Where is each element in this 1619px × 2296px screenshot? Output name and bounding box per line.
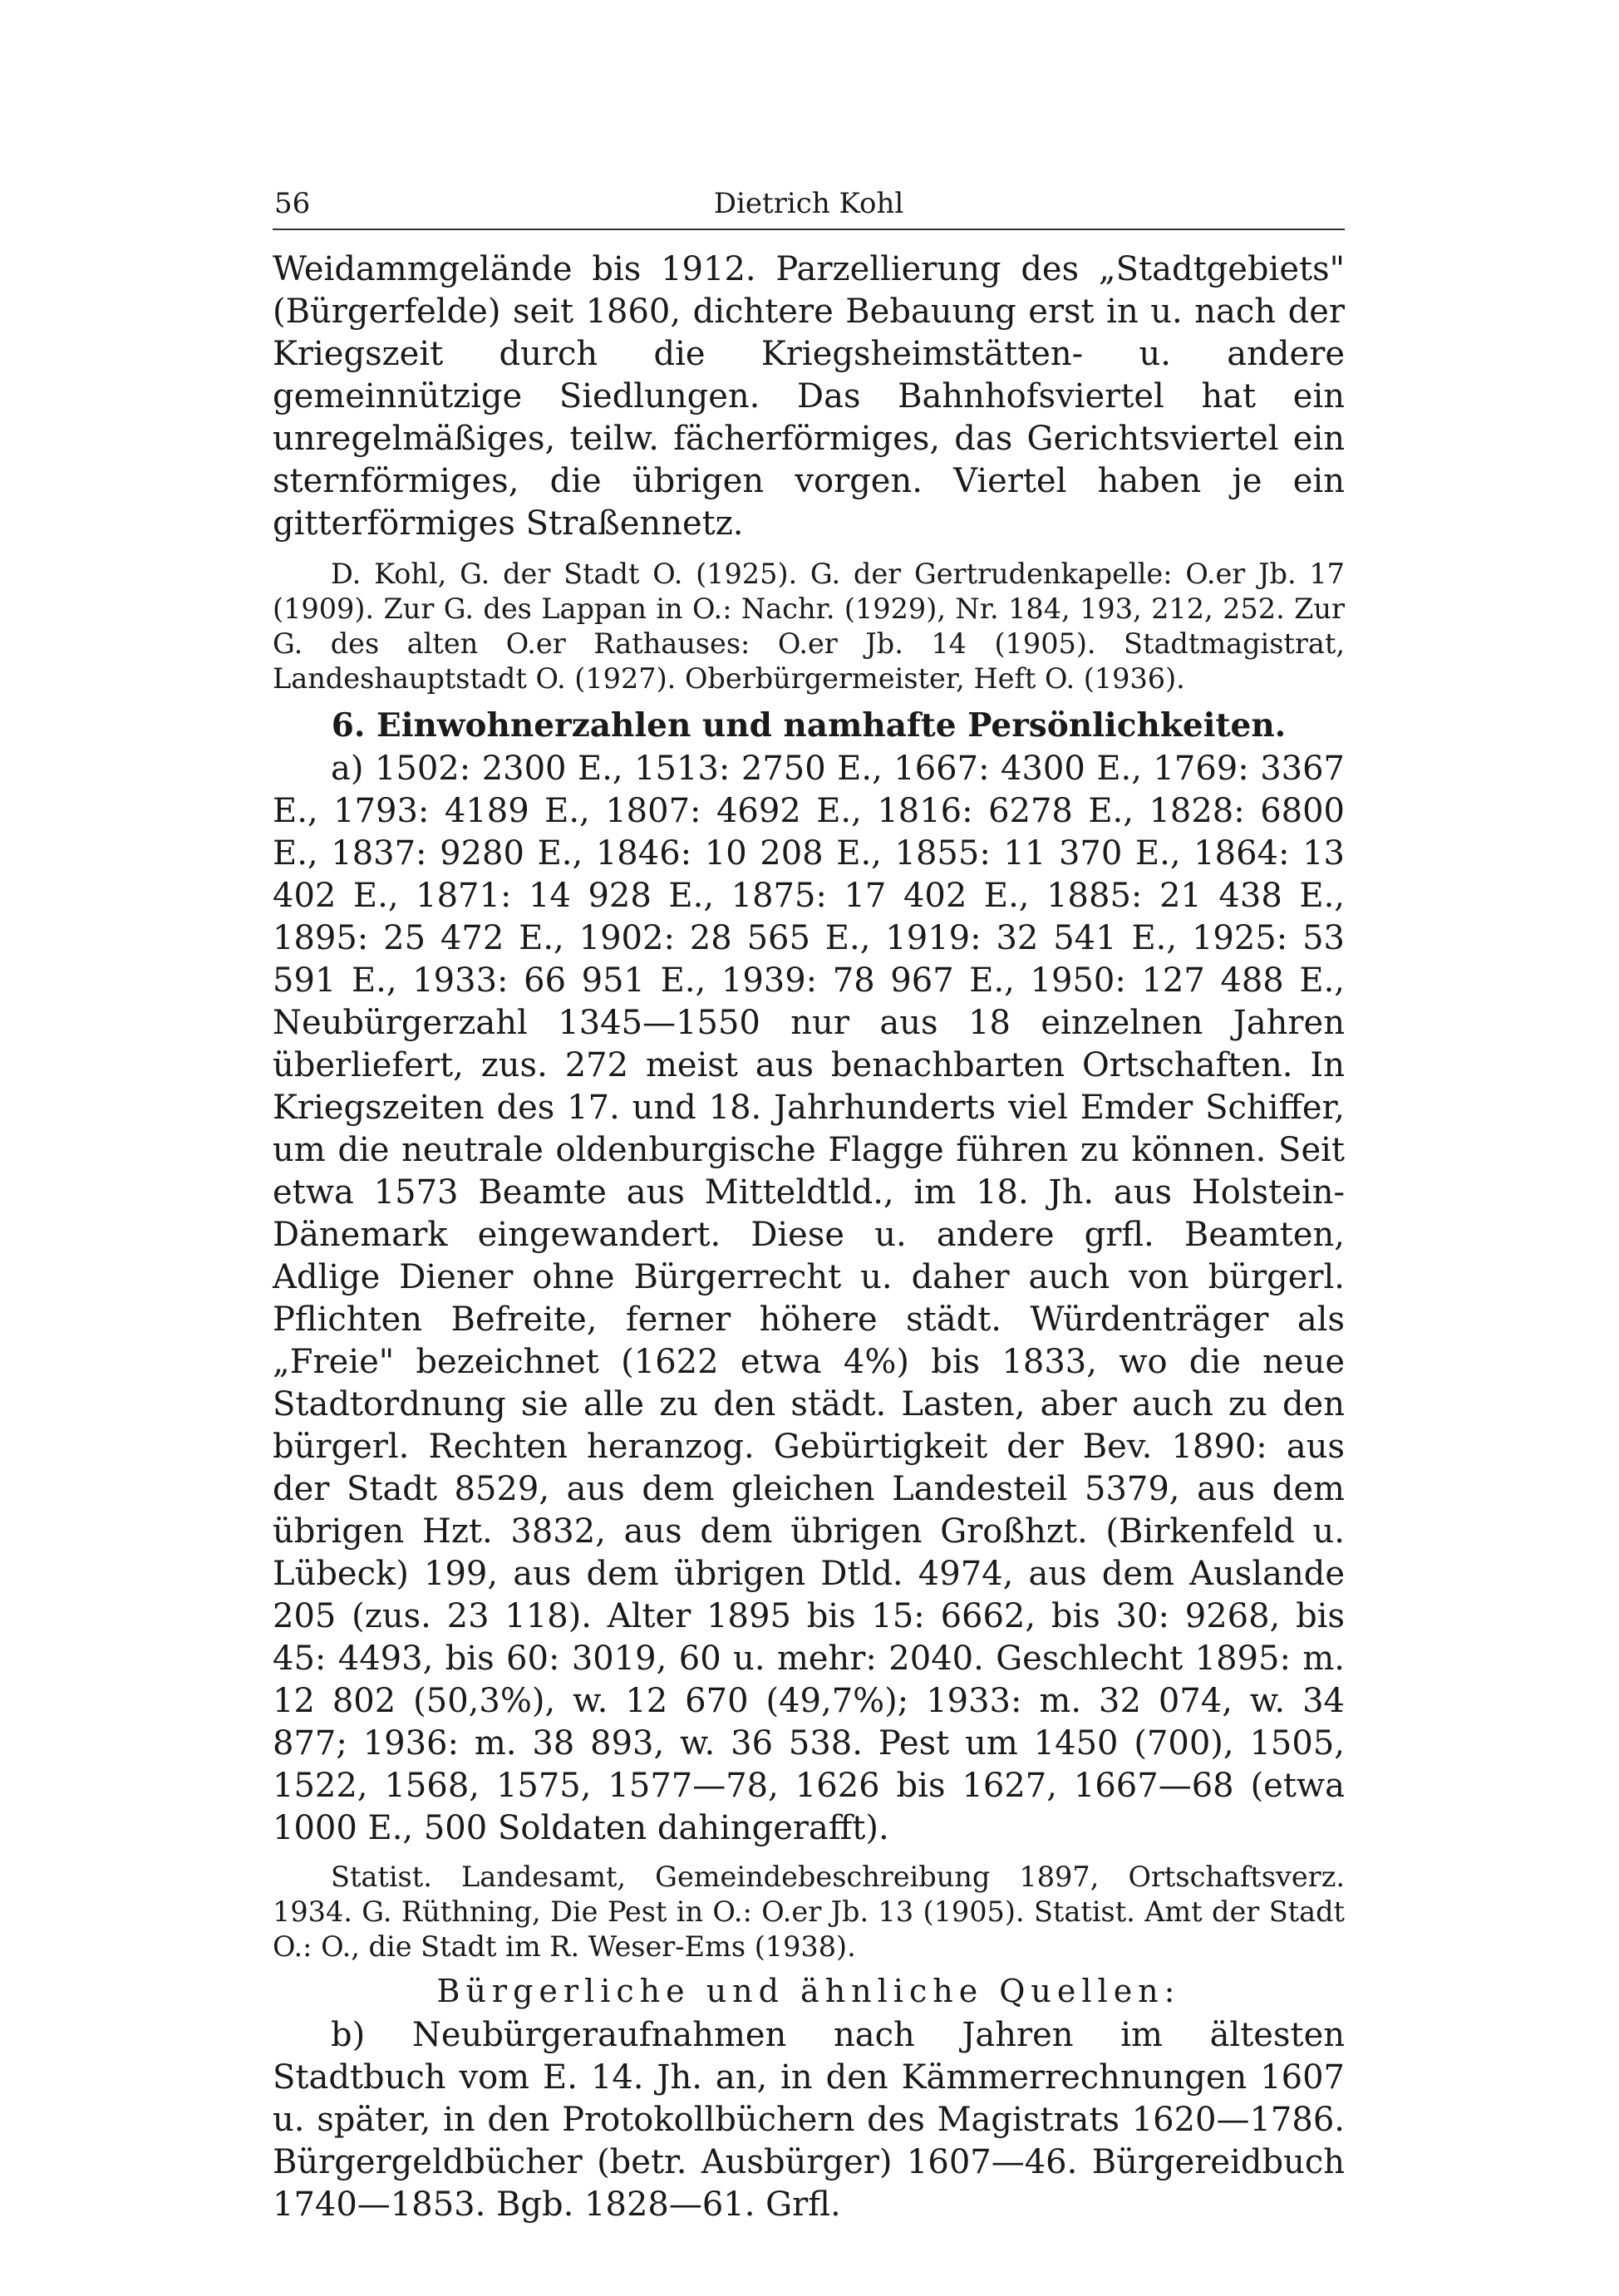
subsection-heading-sources: Bürgerliche und ähnliche Quellen: [436,1973,1181,2009]
paragraph-sources-b: b) Neubürgeraufnahmen nach Jahren im ältesten Stadtbuch vom E. 14. Jh. an, in den Kämmerrechnungen 1607 u. später, in den Protokollbüchern des Magistrats 1620—1786. Bürgergeldbücher (betr. Ausbürger) 1607—46. Bürgereidbuch 1740—1853. Bgb. 1828—61. Grfl. [273,2016,1345,2224]
references-note-1: D. Kohl, G. der Stadt O. (1925). G. der Gertrudenkapelle: O.er Jb. 17 (1909). Zur G. des Lappan in O.: Nachr. (1929), Nr. 184, 193, 212, 252. Zur G. des alten O.er Rathauses: O.er Jb. 14 (1905). Stadtmagistrat, Landeshauptstadt O. (1927). Oberbürgermeister, Heft O. (1936). [273,558,1345,695]
references-note-2: Statist. Landesamt, Gemeindebeschreibung 1897, Ortschaftsverz. 1934. G. Rüthning, Die Pest in O.: O.er Jb. 13 (1905). Statist. Amt der Stadt O.: O., die Stadt im R. Weser-Ems (1938). [273,1861,1345,1963]
paragraph-population: a) 1502: 2300 E., 1513: 2750 E., 1667: 4300 E., 1769: 3367 E., 1793: 4189 E., 1807: 4692 E., 1816: 6278 E., 1828: 6800 E., 1837: 9280 E., 1846: 10 208 E., 1855: 11 370 E., 1864: 13 402 E., 1871: 14 928 E., 1875: 17 402 E., 1885: 21 438 E., 1895: 25 472 E., 1902: 28 565 E., 1919: 32 541 E., 1925: 53 591 E., 1933: 66 951 E., 1939: 78 967 E., 1950: 127 488 E., Neubürgerzahl 1345—1550 nur aus 18 einzelnen Jahren überliefert, zus. 272 meist aus benachbarten Ortschaften. In Kriegszeiten des 17. und 18. Jahrhunderts viel Emder Schiffer, um die neutrale oldenburgische Flagge führen zu können. Seit etwa 1573 Beamte aus Mitteldtld., im 18. Jh. aus Holstein-Dänemark eingewandert. Diese u. andere grfl. Beamten, Adlige Diener ohne Bürgerrecht u. daher auch von bürgerl. Pflichten Befreite, ferner höhere städt. Würdenträger als „Freie" bezeichnet (1622 etwa 4%) bis 1833, wo die neue Stadtordnung sie alle zu den städt. Lasten, aber auch zu den bürgerl. Rechten heranzog. Gebürtigkeit der Bev. 1890: aus der Stadt 8529, aus dem gleichen Landesteil 5379, aus dem übrigen Hzt. 3832, aus dem übrigen Großhzt. (Birkenfeld u. Lübeck) 199, aus dem übrigen Dtld. 4974, aus dem Auslande 205 (zus. 23 118). Alter 1895 bis 15: 6662, bis 30: 9268, bis 45: 4493, bis 60: 3019, 60 u. mehr: 2040. Geschlecht 1895: m. 12 802 (50,3%), w. 12 670 (49,7%); 1933: m. 32 074, w. 34 877; 1936: m. 38 893, w. 36 538. Pest um 1450 (700), 1505, 1522, 1568, 1575, 1577—78, 1626 bis 1627, 1667—68 (etwa 1000 E., 500 Soldaten dahingerafft). [273,750,1345,1847]
running-head-author: Dietrich Kohl [713,187,904,220]
running-header [273,187,1345,230]
page-number: 56 [274,187,311,220]
section-heading-6: 6. Einwohnerzahlen und namhafte Persönlichkeiten. [331,706,1287,745]
paragraph-city-quarters: Weidammgelände bis 1912. Parzellierung des „Stadtgebiets" (Bürgerfelde) seit 1860, dichtere Bebauung erst in u. nach der Kriegszeit durch die Kriegsheimstätten- u. andere gemeinnützige Siedlungen. Das Bahnhofsviertel hat ein unregelmäßiges, teilw. fächerförmiges, das Gerichtsviertel ein sternförmiges, die übrigen vorgen. Viertel haben je ein gitterförmiges Straßennetz. [273,250,1345,543]
text-column [273,187,1345,2226]
